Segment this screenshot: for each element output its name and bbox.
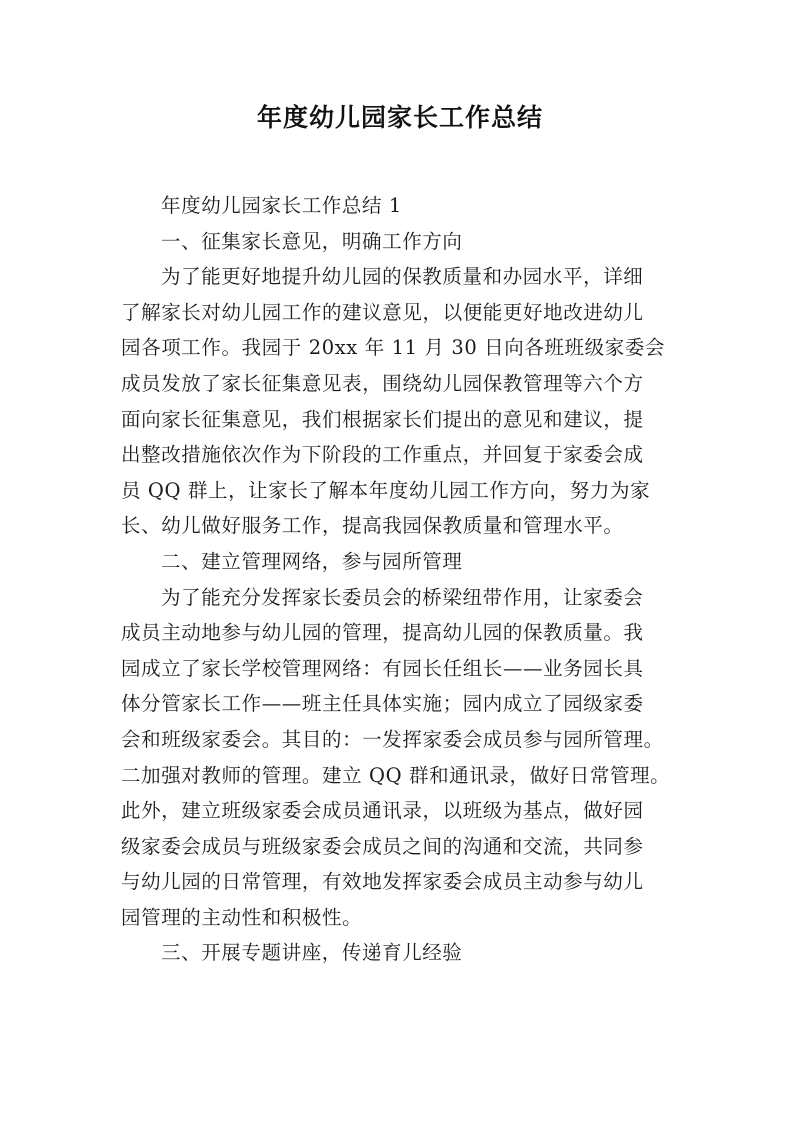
paragraph-line: 为了能充分发挥家长委员会的桥梁纽带作用，让家委会 (161, 585, 644, 609)
paragraph-line: 成员主动地参与幼儿园的管理，提高幼儿园的保教质量。我 (121, 621, 644, 645)
paragraph-line: 出整改措施依次作为下阶段的工作重点，并回复于家委会成 (121, 443, 644, 467)
paragraph-line: 员 QQ 群上，让家长了解本年度幼儿园工作方向，努力为家 (121, 478, 651, 502)
paragraph-line: 面向家长征集意见，我们根据家长们提出的意见和建议，提 (121, 407, 644, 431)
paragraph-line: 园管理的主动性和积极性。 (121, 905, 363, 929)
paragraph-line: 成员发放了家长征集意见表，围绕幼儿园保教管理等六个方 (121, 371, 644, 395)
document-title: 年度幼儿园家长工作总结 (256, 103, 543, 132)
document-body (121, 188, 681, 971)
paragraph-line: 为了能更好地提升幼儿园的保教质量和办园水平，详细 (161, 265, 644, 289)
section-heading: 二、建立管理网络，参与园所管理 (161, 549, 463, 573)
paragraph-line: 会和班级家委会。其目的：一发挥家委会成员参与园所管理。 (121, 727, 664, 751)
section-heading: 年度幼儿园家长工作总结 1 (161, 194, 402, 217)
section-heading: 一、征集家长意见，明确工作方向 (161, 229, 463, 253)
paragraph-line: 了解家长对幼儿园工作的建议意见，以便能更好地改进幼儿 (121, 300, 644, 324)
section-heading: 三、开展专题讲座，传递育儿经验 (161, 941, 463, 965)
paragraph-line: 与幼儿园的日常管理，有效地发挥家委会成员主动参与幼儿 (121, 870, 644, 894)
paragraph-line: 体分管家长工作——班主任具体实施；园内成立了园级家委 (121, 692, 644, 716)
paragraph-line: 级家委会成员与班级家委会成员之间的沟通和交流，共同参 (121, 834, 644, 858)
paragraph-line: 园成立了家长学校管理网络：有园长任组长——业务园长具 (121, 656, 644, 680)
paragraph-line: 园各项工作。我园于 20xx 年 11 月 30 日向各班班级家委会 (121, 336, 666, 360)
paragraph-line: 此外，建立班级家委会成员通讯录，以班级为基点，做好园 (121, 799, 644, 823)
paragraph-line: 二加强对教师的管理。建立 QQ 群和通讯录，做好日常管理。 (121, 763, 671, 787)
paragraph-line: 长、幼儿做好服务工作，提高我园保教质量和管理水平。 (121, 514, 624, 538)
